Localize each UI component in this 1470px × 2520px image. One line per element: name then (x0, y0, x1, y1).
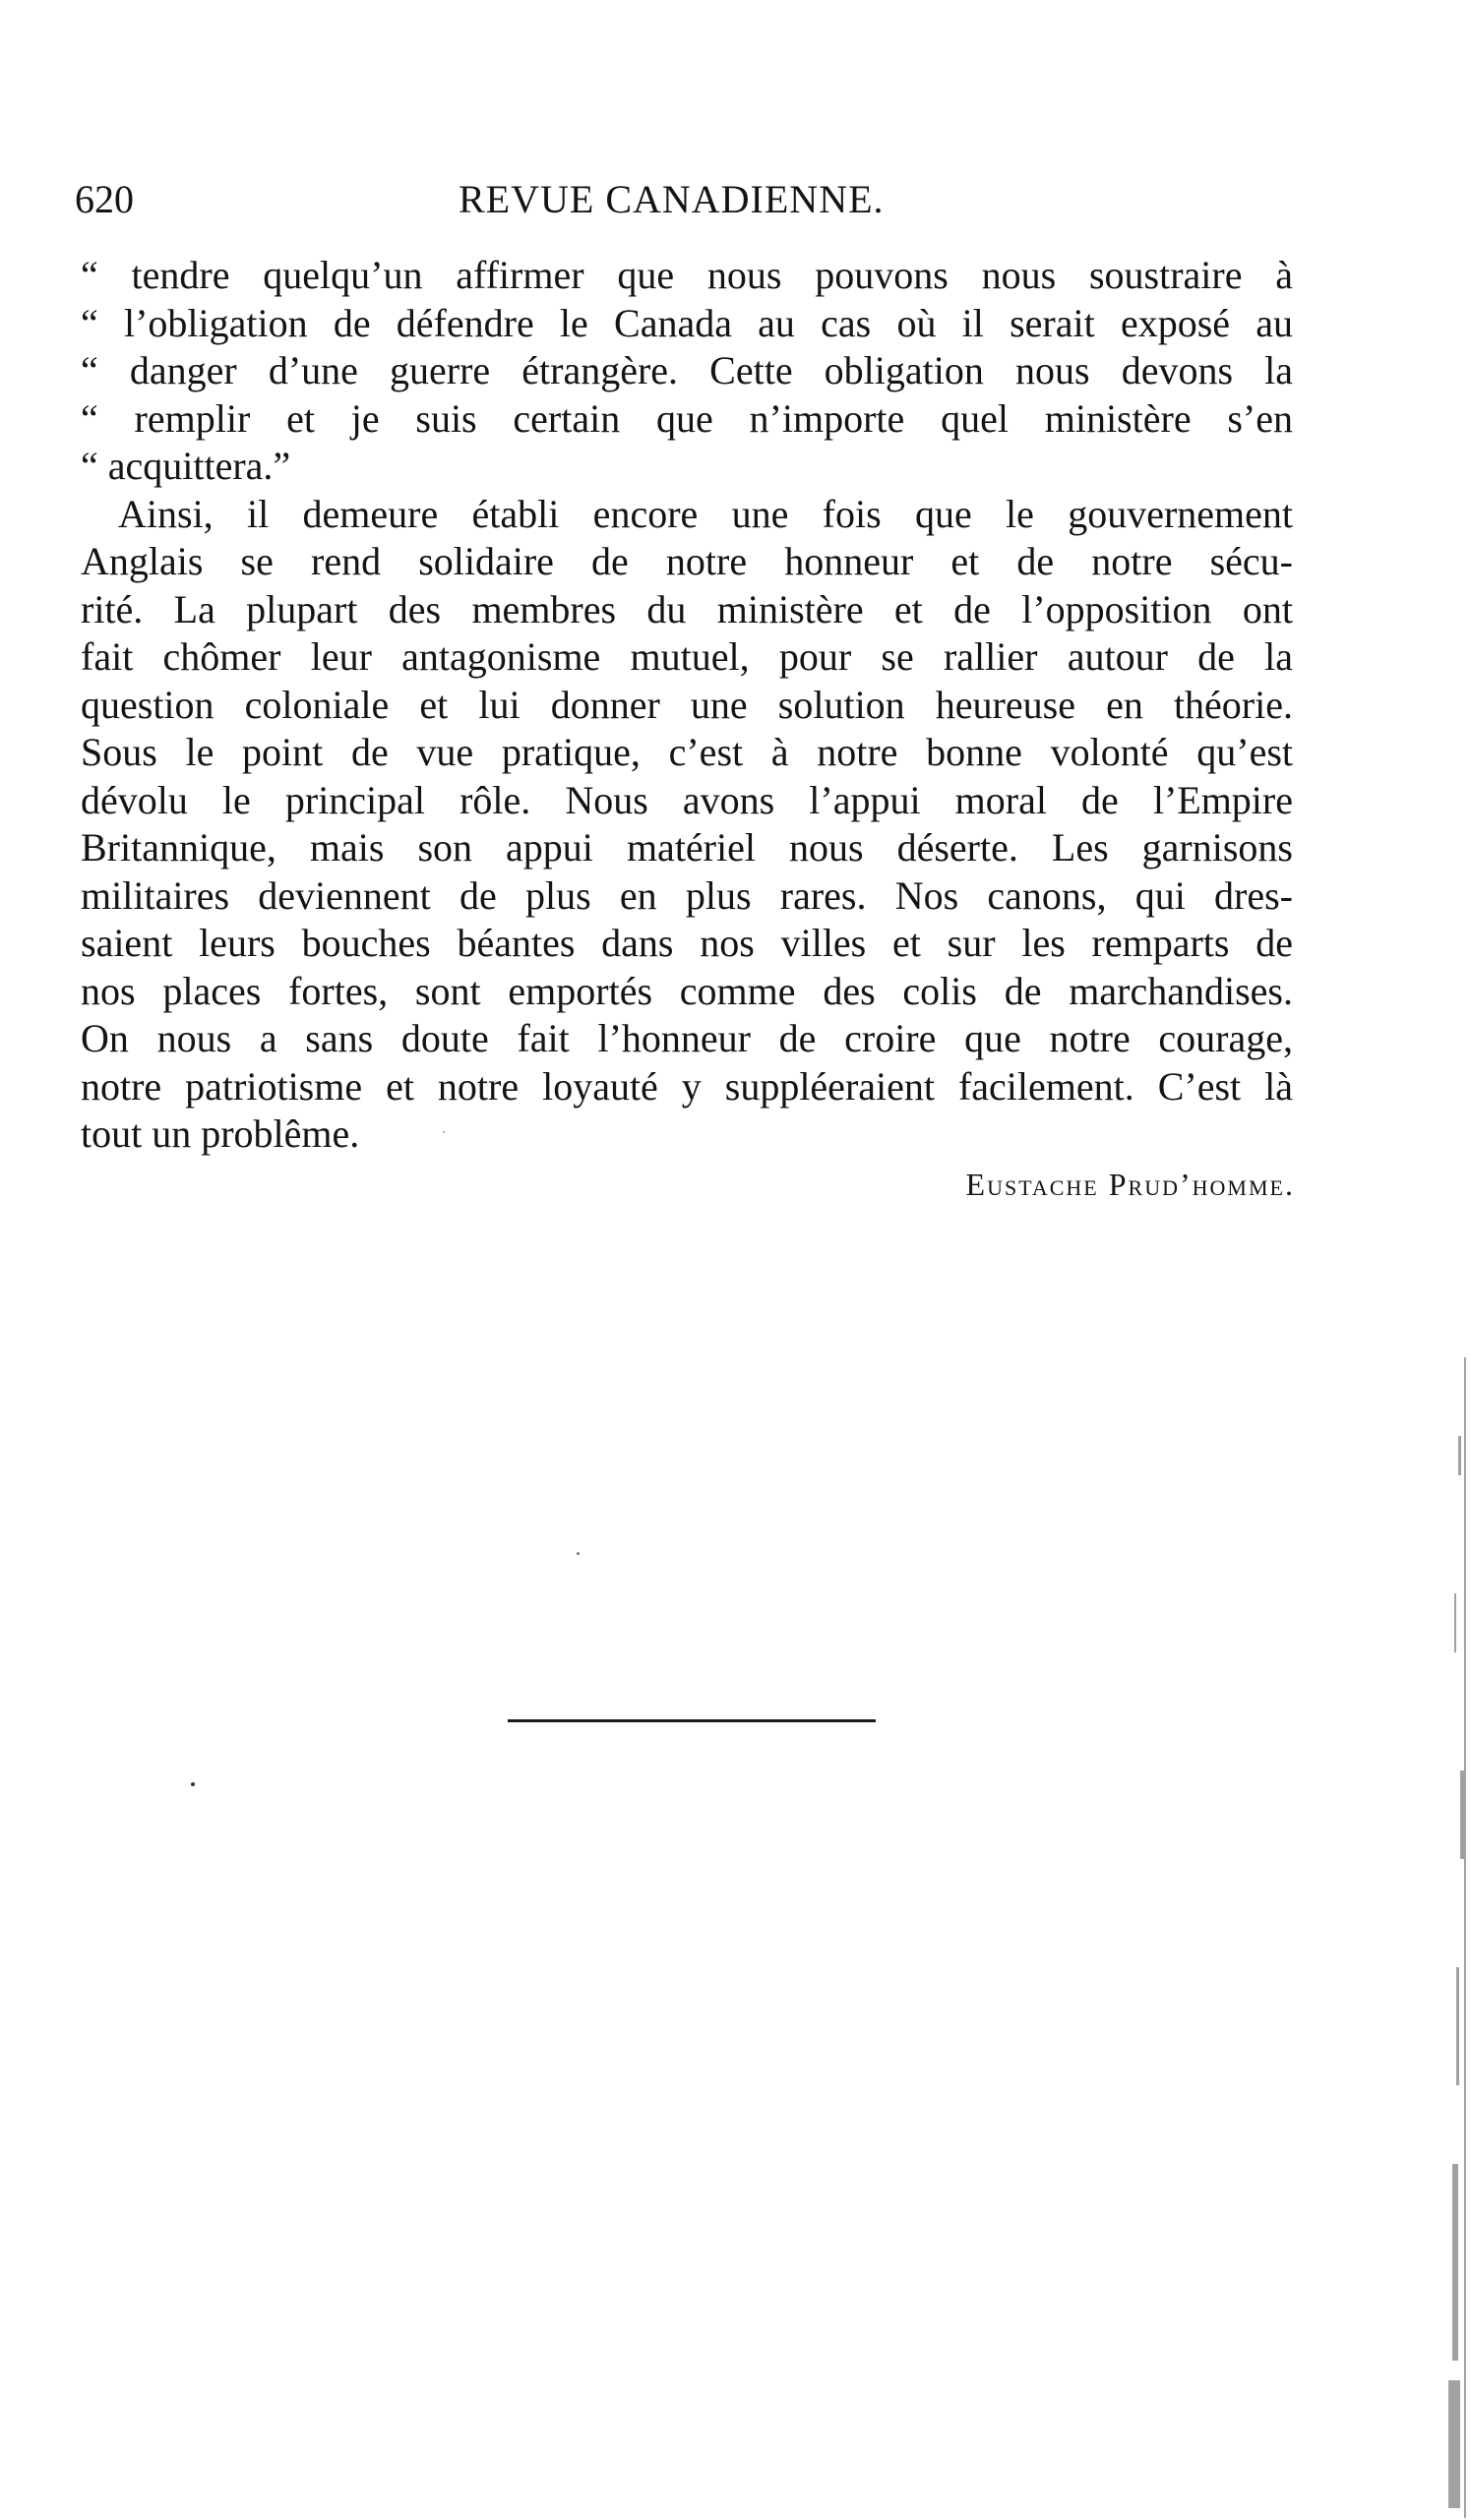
scan-speck (191, 1782, 195, 1786)
running-title: REVUE CANADIENNE. (459, 177, 885, 221)
page-header (75, 175, 1287, 224)
text-line: “ tendre quelqu’un affirmer que nous pouvons nous soustraire à (81, 253, 1293, 297)
text-line: “ remplir et je suis certain que n’importe quel ministère s’en (81, 395, 1293, 441)
text-line: Anglais se rend solidaire de notre honneur et de notre sécu- (81, 539, 1293, 583)
page-number: 620 (75, 177, 134, 221)
scan-edge-noise (1437, 1357, 1470, 2518)
text-line: tout un problême. (81, 1111, 360, 1156)
author-signature: Eustache Prud’homme. (965, 1167, 1295, 1202)
text-line: rité. La plupart des membres du ministère et de l’opposition ont (81, 586, 1293, 631)
text-line: On nous a sans doute fait l’honneur de croire que notre courage, (81, 1016, 1293, 1060)
scan-speck (577, 1552, 580, 1555)
text-line: question coloniale et lui donner une solution heureuse en théorie. (81, 682, 1293, 727)
text-line: “ acquittera.” (81, 444, 291, 488)
text-line: dévolu le principal rôle. Nous avons l’appui moral de l’Empire (81, 777, 1293, 822)
text-line: Ainsi, il demeure établi encore une fois que le gouvernement (118, 491, 1293, 536)
text-line: “ danger d’une guerre étrangère. Cette obligation nous devons la (81, 348, 1293, 392)
text-line: Britannique, mais son appui matériel nous déserte. Les garnisons (81, 825, 1293, 870)
text-line: fait chômer leur antagonisme mutuel, pour se rallier autour de la (81, 634, 1293, 679)
text-line: saient leurs bouches béantes dans nos villes et sur les remparts de (81, 921, 1293, 965)
text-line: nos places fortes, sont emportés comme des colis de marchandises. (81, 968, 1293, 1013)
scan-speck (443, 1131, 445, 1133)
text-line: militaires deviennent de plus en plus rares. Nos canons, qui dres- (81, 872, 1293, 918)
text-line: Sous le point de vue pratique, c’est à notre bonne volonté qu’est (81, 730, 1293, 774)
article-text (81, 252, 1293, 1159)
text-line: “ l’obligation de défendre le Canada au cas où il serait exposé au (81, 300, 1293, 345)
text-line: notre patriotisme et notre loyauté y suppléeraient facilement. C’est là (81, 1063, 1293, 1109)
section-divider (508, 1719, 876, 1722)
